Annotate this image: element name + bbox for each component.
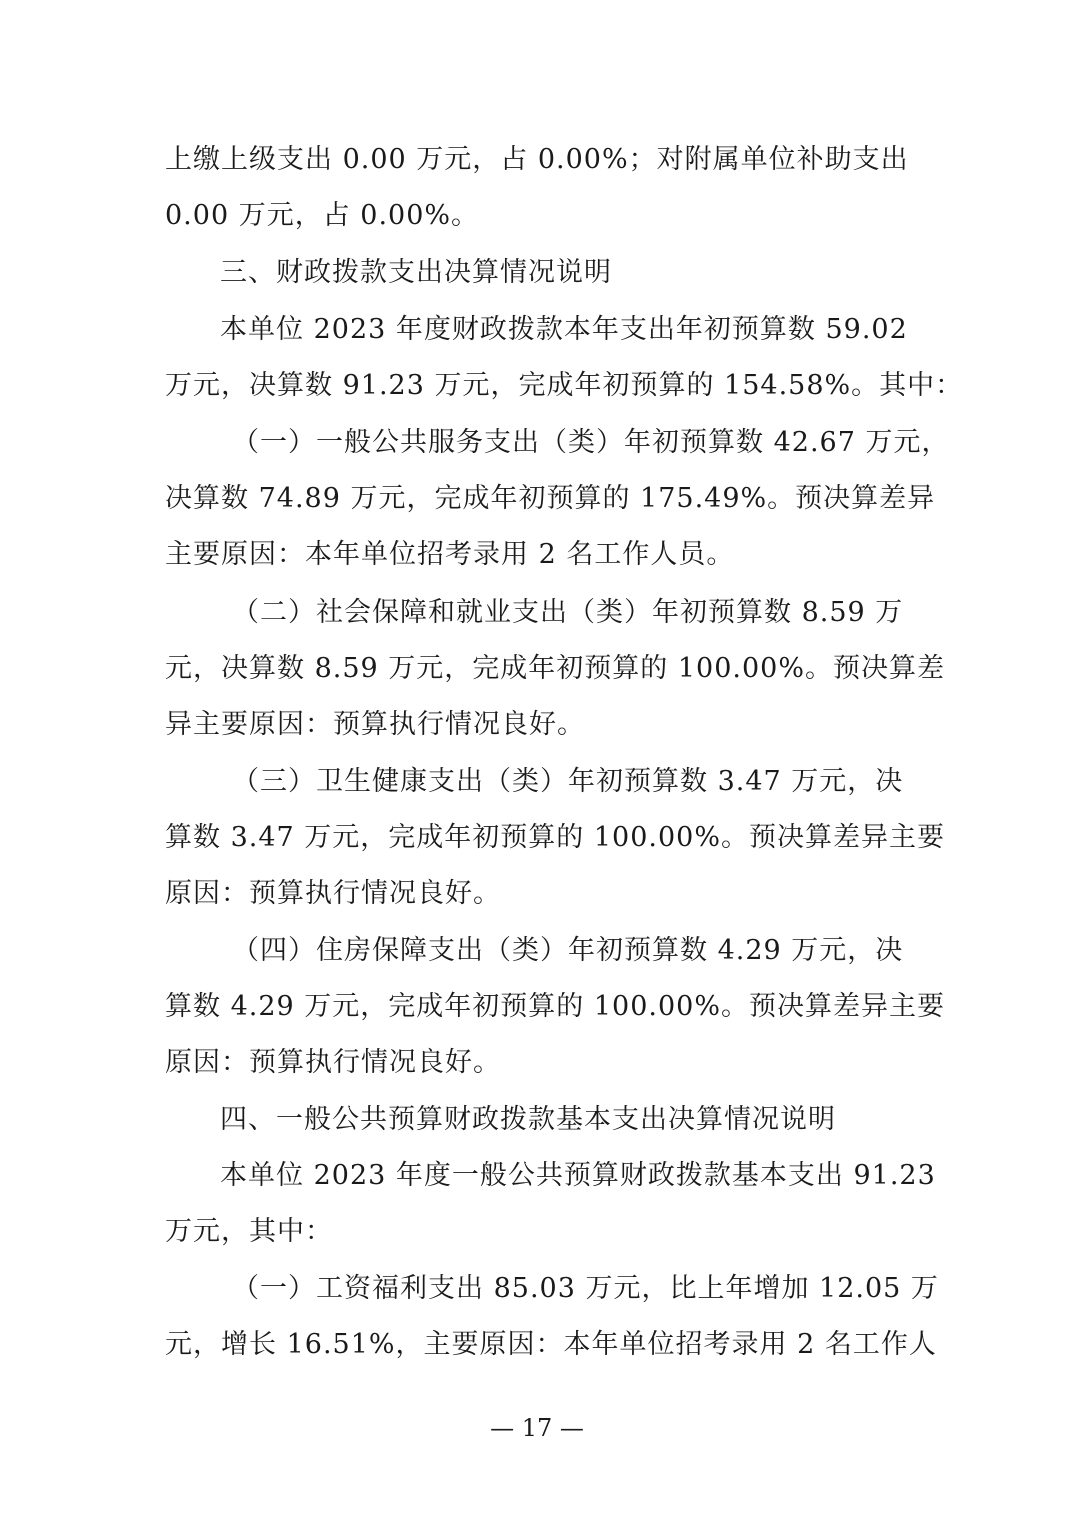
text-line: （二）社会保障和就业支出（类）年初预算数 8.59 万 — [232, 597, 904, 628]
text-line: 本单位 2023 年度一般公共预算财政拨款基本支出 91.23 — [220, 1160, 936, 1191]
page-number: — 17 — — [490, 1414, 584, 1442]
text-line: 万元，决算数 91.23 万元，完成年初预算的 154.58%。其中： — [165, 370, 964, 401]
text-line: （四）住房保障支出（类）年初预算数 4.29 万元，决 — [232, 935, 904, 966]
text-line: 元，决算数 8.59 万元，完成年初预算的 100.00%。预决算差 — [165, 653, 945, 684]
text-line: （三）卫生健康支出（类）年初预算数 3.47 万元，决 — [232, 766, 904, 797]
text-line: 决算数 74.89 万元，完成年初预算的 175.49%。预决算差异 — [165, 483, 936, 514]
text-line: 算数 3.47 万元，完成年初预算的 100.00%。预决算差异主要 — [165, 822, 945, 853]
section-heading: 四、一般公共预算财政拨款基本支出决算情况说明 — [220, 1104, 836, 1135]
text-line: 元，增长 16.51%，主要原因：本年单位招考录用 2 名工作人 — [165, 1329, 937, 1360]
text-line: 算数 4.29 万元，完成年初预算的 100.00%。预决算差异主要 — [165, 991, 945, 1022]
text-line: 0.00 万元，占 0.00%。 — [165, 200, 480, 231]
text-line: 异主要原因：预算执行情况良好。 — [165, 709, 585, 740]
text-line: 原因：预算执行情况良好。 — [165, 1047, 501, 1078]
text-line: 本单位 2023 年度财政拨款本年支出年初预算数 59.02 — [220, 314, 908, 345]
text-line: 上缴上级支出 0.00 万元，占 0.00%；对附属单位补助支出 — [165, 144, 909, 175]
text-line: 万元，其中： — [165, 1216, 333, 1247]
text-line: 原因：预算执行情况良好。 — [165, 878, 501, 909]
section-heading: 三、财政拨款支出决算情况说明 — [220, 257, 612, 288]
text-line: （一）工资福利支出 85.03 万元，比上年增加 12.05 万 — [232, 1273, 939, 1304]
text-line: 主要原因：本年单位招考录用 2 名工作人员。 — [165, 539, 735, 570]
text-line: （一）一般公共服务支出（类）年初预算数 42.67 万元， — [232, 427, 950, 458]
